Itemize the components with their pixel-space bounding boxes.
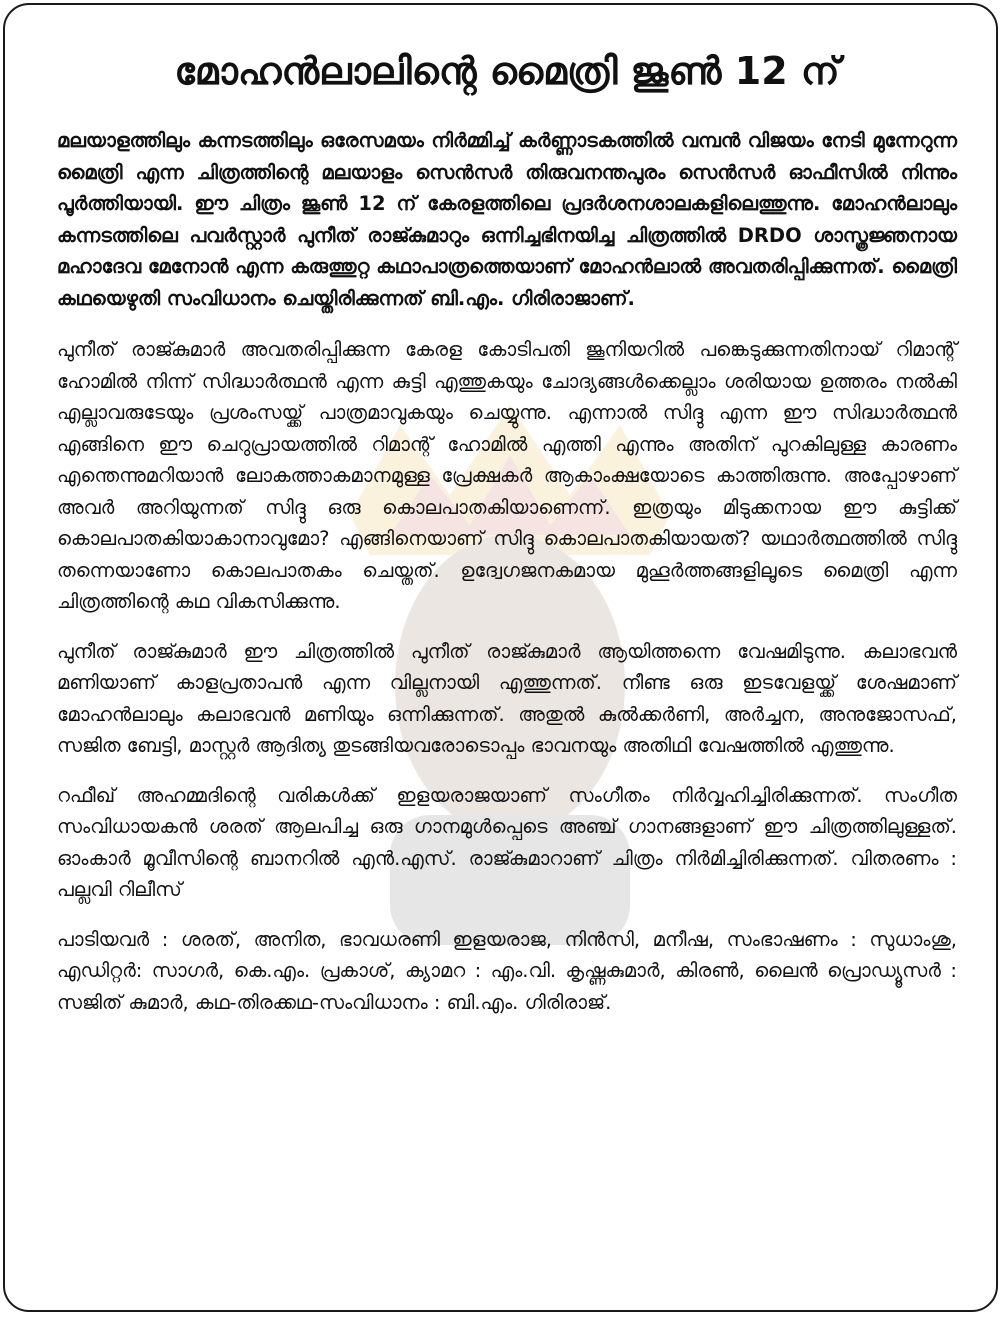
story-paragraph: പുനീത് രാജ്കുമാർ അവതരിപ്പിക്കുന്ന കേരള കോടിപതി ജൂനിയറിൽ പങ്കെടുക്കുന്നതിനായ് റിമാന്റ് ഹോമിൽ നിന്ന് സിദ്ധാർത്ഥൻ എന്ന കുട്ടി എത്തുകയും ചോദ്യങ്ങൾക്കെല്ലാം ശരിയായ ഉത്തരം നൽകി എല്ലാവരുടേയും പ്രശംസയ്ക്ക് പാത്രമാവുകയും ചെയ്യുന്നു. എന്നാൽ സിദ്ദു എന്ന ഈ സിദ്ധാർത്ഥൻ എങ്ങിനെ ഈ ചെറുപ്രായത്തിൽ റിമാന്റ് ഹോമിൽ എത്തി എന്നും അതിന് പുറകിലുള്ള കാരണം എന്തെന്നുമറിയാൻ ലോകത്താകമാനമുള്ള പ്രേക്ഷകർ ആകാംക്ഷയോടെ കാത്തിരുന്നു. അപ്പോഴാണ് അവർ അറിയുന്നത് സിദ്ദു ഒരു കൊലപാതകിയാണെന്ന്. ഇത്രയും മിടുക്കനായ ഈ കുട്ടിക്ക് കൊലപാതകിയാകാനാവുമോ? എങ്ങിനെയാണ് സിദ്ദു കൊലപാതകിയായത്? യഥാർത്ഥത്തിൽ സിദ്ദു തന്നെയാണോ കൊലപാതകം ചെയ്തത്. ഉദ്വേഗജനകമായ മുഹൂർത്തങ്ങളിലൂടെ മൈത്രി എന്ന ചിത്രത്തിന്റെ കഥ വികസിക്കുന്നു.	[57, 338, 957, 613]
cast-paragraph: പുനീത് രാജ്കുമാർ ഈ ചിത്രത്തിൽ പുനീത് രാജ്കുമാർ ആയിത്തന്നെ വേഷമിടുന്നു. കലാഭവൻ മണിയാണ് കാളപ്രതാപൻ എന്ന വില്ലനായി എത്തുന്നത്. നീണ്ട ഒരു ഇടവേളയ്ക്ക് ശേഷമാണ് മോഹൻലാലും കലാഭവൻ മണിയും ഒന്നിക്കുന്നത്. അതുൽ കുൽക്കർണി, അർച്ചന, അനുജോസഫ്, സജിത ബേട്ടി, മാസ്റ്റർ ആദിത്യ തുടങ്ങിയവരോടൊപ്പം ഭാവനയും അതിഥി വേഷത്തിൽ എത്തുന്നു.	[57, 639, 957, 757]
article	[57, 43, 957, 1036]
music-paragraph: റഫീഖ് അഹമ്മദിന്റെ വരികൾക്ക് ഇളയരാജയാണ് സംഗീതം നിർവ്വഹിച്ചിരിക്കുന്നത്. സംഗീത സംവിധായകൻ ശരത് ആലപിച്ച ഒരു ഗാനമുൾപ്പെടെ അഞ്ച് ഗാനങ്ങളാണ് ഈ ചിത്രത്തിലുള്ളത്. ഓംകാർ മൂവീസിന്റെ ബാനറിൽ എൻ.എസ്. രാജ്കുമാറാണ് ചിത്രം നിർമിച്ചിരിക്കുന്നത്. വിതരണം : പല്ലവി റിലീസ്	[57, 783, 957, 901]
page-frame	[3, 3, 998, 1312]
page-title: മോഹൻലാലിന്റെ മൈത്രി ജൂൺ 12 ന്	[174, 49, 840, 93]
credits-paragraph: പാടിയവർ : ശരത്, അനിത, ഭാവധരണി ഇളയരാജ, നിൻസി, മനീഷ, സംഭാഷണം : സുധാംശു, എഡിറ്റർ: സാഗർ, കെ.എം. പ്രകാശ്, ക്യാമറ : എം.വി. കൃഷ്ണകുമാർ, കിരൺ, ലൈൻ പ്രൊഡ്യൂസർ : സജിത് കുമാർ, കഥ-തിരക്കഥ-സംവിധാനം : ബി.എം. ഗിരിരാജ്.	[57, 927, 957, 1014]
intro-paragraph: മലയാളത്തിലും കന്നടത്തിലും ഒരേസമയം നിർമ്മിച്ച് കർണ്ണാടകത്തിൽ വമ്പൻ വിജയം നേടി മുന്നേറുന്ന മൈത്രി എന്ന ചിത്രത്തിന്റെ മലയാളം സെൻസർ തിരുവനന്തപുരം സെൻസർ ഓഫീസിൽ നിന്നും പൂർത്തിയായി. ഈ ചിത്രം ജൂൺ 12 ന് കേരളത്തിലെ പ്രദർശനശാലകളിലെത്തുന്നു. മോഹൻലാലും കന്നടത്തിലെ പവർസ്റ്റാർ പുനീത് രാജ്കുമാറും ഒന്നിച്ചഭിനയിച്ച ചിത്രത്തിൽ DRDO ശാസ്ത്രജ്ഞനായ മഹാദേവ മേനോൻ എന്ന കരുത്തുറ്റ കഥാപാത്രത്തെയാണ് മോഹൻലാൽ അവതരിപ്പിക്കുന്നത്. മൈത്രി കഥയെഴുതി സംവിധാനം ചെയ്തിരിക്കുന്നത് ബി.എം. ഗിരിരാജാണ്.	[57, 129, 957, 310]
